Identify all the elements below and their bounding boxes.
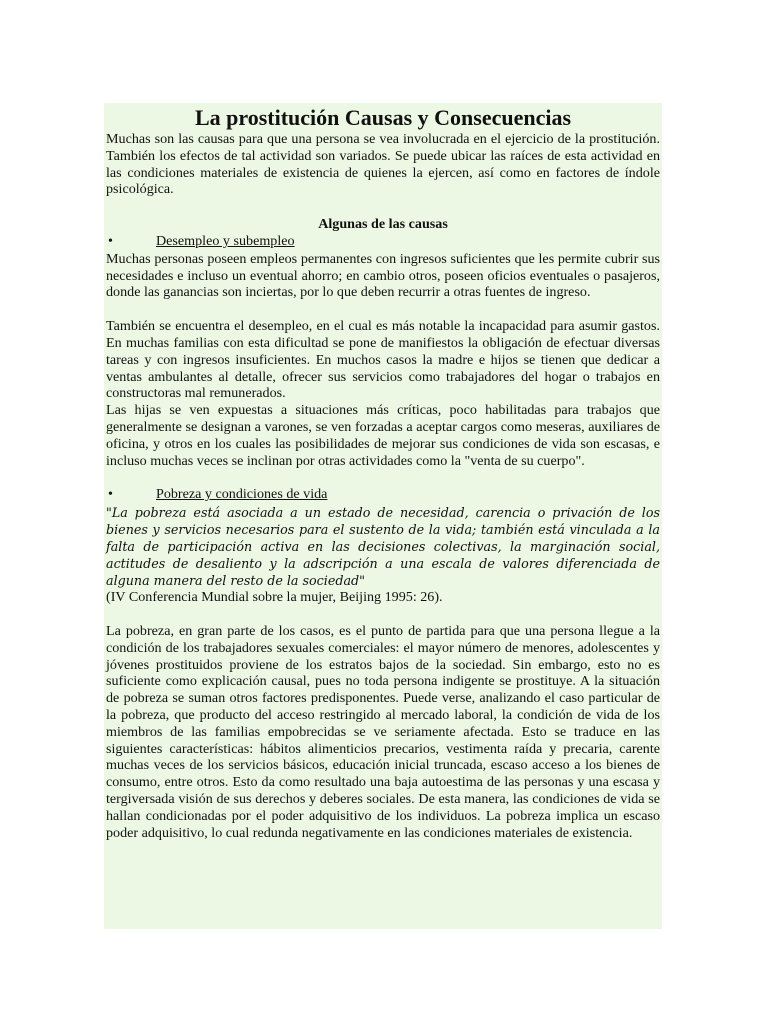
quote-paragraph: "La pobreza está asociada a un estado de necesidad, carencia o privación de los bienes y servicios necesarios para el sustento de la vida; también está vinculada a la falta de participación activa en las decisiones colectivas, la marginación social, actitudes de desaliento y la adscripción a una escala de valores diferenciada de alguna manera del resto de la sociedad" xyxy=(106,505,660,589)
document-content xyxy=(104,103,662,841)
bullet-item-desempleo xyxy=(106,233,660,251)
section-heading: Algunas de las causas xyxy=(318,216,448,233)
paragraph-pobreza: La pobreza, en gran parte de los casos, es el punto de partida para que una persona llegue a la condición de los trabajadores sexuales comerciales: el mayor número de menores, adolescentes y jóvenes prostituidos proviene de los estratos bajos de la sociedad. Sin embargo, esto no es suficiente como explicación causal, pues no toda persona indigente se prostituye. A la situación de pobreza se suman otros factores predisponentes. Puede verse, analizando el caso particular de la pobreza, que producto del acceso restringido al mercado laboral, la condición de vida de los miembros de las familias empobrecidas se ve seriamente afectada. Esto se traduce en las siguientes características: hábitos alimenticios precarios, vestimenta raída y precaria, carente muchas veces de los servicios básicos, educación inicial truncada, escaso acceso a los bienes de consumo, entre otros. Esto da como resultado una baja autoestima de las personas y una escasa y tergiversada visión de sus derechos y deberes sociales. De esta manera, las condiciones de vida se hallan condicionadas por el poder adquisitivo de los individuos. La pobreza implica un escaso poder adquisitivo, lo cual redunda negativamente en las condiciones materiales de existencia. xyxy=(106,622,660,841)
citation: (IV Conferencia Mundial sobre la mujer, Beijing 1995: 26). xyxy=(106,589,443,606)
bullet-icon: • xyxy=(108,233,113,249)
paragraph-hijas: Las hijas se ven expuestas a situaciones más críticas, poco habilitadas para trabajos que generalmente se designan a varones, se ven forzadas a aceptar cargos como meseras, auxiliares de oficina, y otros en los cuales las posibilidades de mejorar sus condiciones de vida son escasas, e incluso muchas veces se inclinan por otras actividades como la "venta de su cuerpo". xyxy=(106,402,660,469)
paragraph-empleos: Muchas personas poseen empleos permanentes con ingresos suficientes que les permite cubrir sus necesidades e incluso un eventual ahorro; en cambio otros, poseen oficios eventuales o pasajeros, donde las ganancias son inciertas, por lo que deben recurrir a otras fuentes de ingreso. xyxy=(106,250,660,301)
page-title: La prostitución Causas y Consecuencias xyxy=(194,105,572,130)
bullet-item-pobreza xyxy=(106,486,660,504)
spacer xyxy=(106,606,660,623)
spacer xyxy=(106,469,660,486)
document-page xyxy=(104,103,662,929)
intro-paragraph: Muchas son las causas para que una persona se vea involucrada en el ejercicio de la prostitución. También los efectos de tal actividad son variados. Se puede ubicar las raíces de esta actividad en las condiciones materiales de existencia de quienes la ejercen, así como en factores de índole psicológica. xyxy=(106,131,660,198)
spacer xyxy=(106,301,660,318)
bullet-label: Pobreza y condiciones de vida xyxy=(156,486,328,503)
bullet-icon: • xyxy=(108,487,113,503)
paragraph-desempleo: También se encuentra el desempleo, en el cual es más notable la incapacidad para asumir gastos. En muchas familias con esta dificultad se pone de manifiestos la obligación de efectuar diversas tareas y con ingresos insuficientes. En muchos casos la madre e hijos se tienen que dedicar a ventas ambulantes al detalle, ofrecer sus servicios como trabajadores del hogar o trabajos en constructoras mal remunerados. xyxy=(106,318,660,402)
bullet-label: Desempleo y subempleo xyxy=(156,232,295,249)
